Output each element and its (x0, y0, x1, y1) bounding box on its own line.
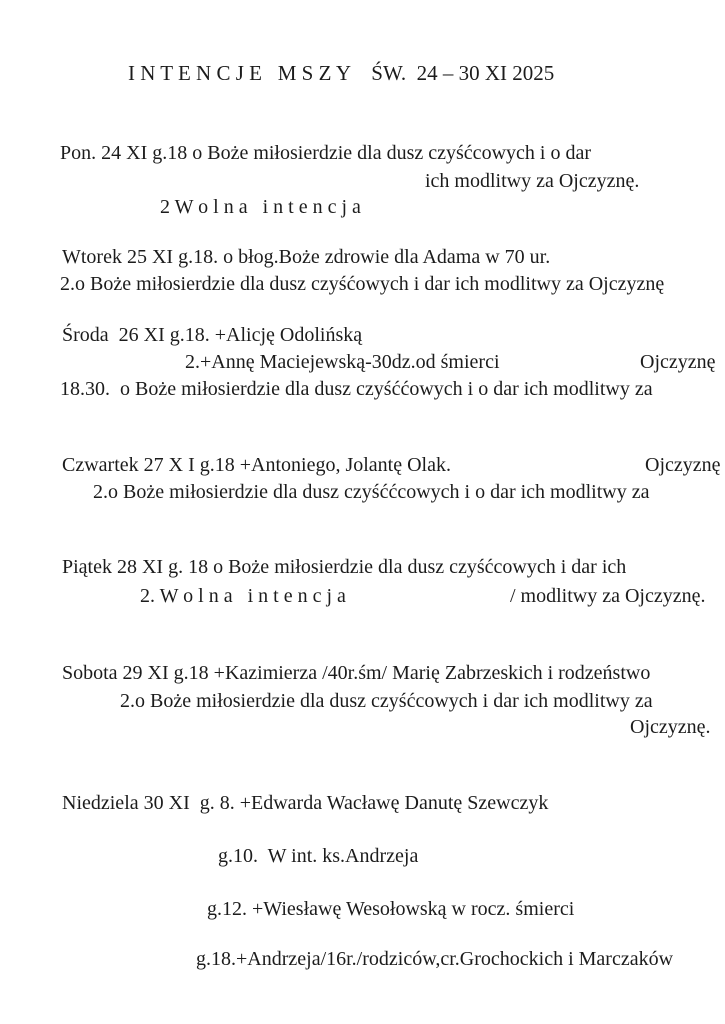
wednesday-intention-line-2: 2.+Annę Maciejewską-30dz.od śmierci (185, 351, 500, 373)
sunday-intention-line-4: g.18.+Andrzeja/16r./rodziców,cr.Grochockich i Marczaków (196, 948, 674, 970)
sunday-intention-line-1: Niedziela 30 XI g. 8. +Edwarda Wacławę Danutę Szewczyk (62, 792, 549, 814)
tuesday-intention-line-2: 2.o Boże miłosierdzie dla dusz czyśćowych i dar ich modlitwy za Ojczyznę (60, 273, 665, 295)
wednesday-intention-line-2-right: Ojczyznę (640, 351, 716, 373)
monday-intention-line-3: 2 W o l n a i n t e n c j a (160, 196, 361, 218)
saturday-intention-line-2: 2.o Boże miłosierdzie dla dusz czyśćcowych i dar ich modlitwy za (120, 690, 653, 712)
wednesday-intention-line-1: Środa 26 XI g.18. +Alicję Odolińską (62, 324, 363, 346)
saturday-intention-line-1: Sobota 29 XI g.18 +Kazimierza /40r.śm/ Marię Zabrzeskich i rodzeństwo (62, 662, 651, 684)
friday-intention-line-2: 2. W o l n a i n t e n c j a (140, 585, 346, 607)
thursday-intention-line-1: Czwartek 27 X I g.18 +Antoniego, Jolantę Olak. (62, 454, 451, 476)
page-title: I N T E N C J E M S Z Y ŚW. 24 – 30 XI 2025 (128, 61, 555, 85)
tuesday-intention-line-1: Wtorek 25 XI g.18. o błog.Boże zdrowie dla Adama w 70 ur. (62, 246, 551, 268)
monday-intention-line-2: ich modlitwy za Ojczyznę. (425, 170, 640, 192)
sunday-intention-line-2: g.10. W int. ks.Andrzeja (218, 845, 419, 867)
monday-intention-line-1: Pon. 24 XI g.18 o Boże miłosierdzie dla dusz czyśćcowych i o dar (60, 142, 591, 164)
sunday-intention-line-3: g.12. +Wiesławę Wesołowską w rocz. śmierci (207, 898, 575, 920)
thursday-intention-line-1-right: Ojczyznę (645, 454, 721, 476)
wednesday-intention-line-3: 18.30. o Boże miłosierdzie dla dusz czyśććowych i o dar ich modlitwy za (60, 378, 653, 400)
thursday-intention-line-2: 2.o Boże miłosierdzie dla dusz czyśććcowych i o dar ich modlitwy za (93, 481, 650, 503)
friday-intention-line-1: Piątek 28 XI g. 18 o Boże miłosierdzie dla dusz czyśćcowych i dar ich (62, 556, 627, 578)
saturday-intention-line-3: Ojczyznę. (630, 716, 711, 738)
friday-intention-line-2-right: / modlitwy za Ojczyznę. (510, 585, 706, 607)
